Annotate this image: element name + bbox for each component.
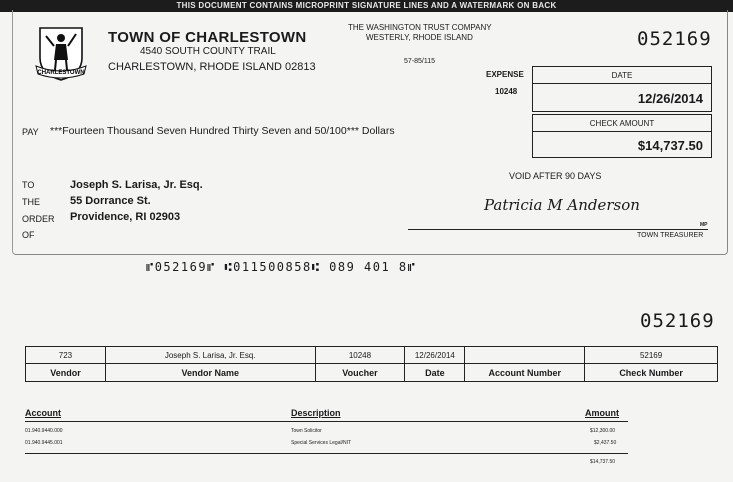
stub-header-row: [26, 364, 718, 382]
date-value: 12/26/2014: [637, 91, 703, 106]
account-number-header: Account Number: [465, 364, 585, 382]
check-number-header: Check Number: [585, 364, 718, 382]
signature-line: [408, 229, 708, 230]
row1-account: 01.940.9440.000: [25, 428, 63, 434]
date-header: Date: [405, 364, 465, 382]
security-banner: THIS DOCUMENT CONTAINS MICROPRINT SIGNATURE LINES AND A WATERMARK ON BACK: [0, 0, 733, 12]
signature: Patricia M Anderson: [484, 196, 640, 214]
order-label: ORDER: [22, 214, 55, 224]
micr-line: ⑈052169⑈ ⑆011500858⑆ 089 401 8⑈: [146, 260, 417, 274]
stub-check-number: 052169: [640, 310, 715, 332]
microprint-mark: MP: [700, 222, 708, 228]
vendor-name-cell: Joseph S. Larisa, Jr. Esq.: [105, 347, 315, 364]
amount-label: CHECK AMOUNT: [589, 119, 655, 128]
routing-fraction: 57-85/115: [404, 58, 436, 65]
bank-name: THE WASHINGTON TRUST COMPANY: [348, 23, 492, 32]
check-number-cell: 52169: [585, 347, 718, 364]
vendor-id-cell: 723: [26, 347, 106, 364]
seal-text: CHARLESTOWN: [37, 70, 85, 76]
the-label: THE: [22, 197, 40, 207]
check-number: 052169: [637, 28, 712, 50]
void-notice: VOID AFTER 90 DAYS: [509, 171, 602, 181]
distribution-total: $14,737.50: [590, 459, 616, 465]
payer-address-line1: 4540 SOUTH COUNTY TRAIL: [140, 46, 276, 57]
payee-street: 55 Dorrance St.: [70, 195, 151, 207]
row2-description: Special Services Legal/NIT: [291, 440, 352, 446]
payer-address-line2: CHARLESTOWN, RHODE ISLAND 02813: [108, 61, 316, 73]
row1-amount: $12,300.00: [590, 428, 616, 434]
amount-box: [532, 114, 712, 158]
row1-description: Town Solicitor: [291, 428, 322, 434]
account-column-header: Account: [25, 408, 61, 418]
bank-location: WESTERLY, RHODE ISLAND: [366, 33, 473, 42]
expense-label: EXPENSE: [486, 70, 524, 79]
voucher-header: Voucher: [315, 364, 405, 382]
account-number-cell: [465, 347, 585, 364]
distribution-total-rule: [25, 453, 628, 454]
payee-name: Joseph S. Larisa, Jr. Esq.: [70, 179, 203, 191]
expense-value: 10248: [495, 87, 518, 96]
row2-account: 01.940.9445.001: [25, 440, 63, 446]
distribution-header-rule: [25, 421, 628, 422]
date-cell: 12/26/2014: [405, 347, 465, 364]
vendor-header: Vendor: [26, 364, 106, 382]
signer-title: TOWN TREASURER: [637, 232, 704, 239]
stub-table: [25, 346, 718, 382]
to-label: TO: [22, 180, 35, 190]
amount-value: $14,737.50: [637, 138, 703, 153]
town-seal-logo: [34, 24, 88, 82]
date-box-divider: [533, 83, 711, 84]
row2-amount: $2,437.50: [594, 440, 617, 446]
of-label: OF: [22, 230, 35, 240]
stub-values-row: [26, 347, 718, 364]
voucher-cell: 10248: [315, 347, 405, 364]
payee-city: Providence, RI 02903: [70, 211, 181, 223]
date-label: DATE: [611, 71, 633, 80]
date-box: [532, 66, 712, 112]
amount-column-header: Amount: [585, 408, 619, 418]
description-column-header: Description: [291, 408, 341, 418]
vendor-name-header: Vendor Name: [105, 364, 315, 382]
pay-label: PAY: [22, 127, 39, 137]
payer-name: TOWN OF CHARLESTOWN: [108, 29, 307, 46]
amount-in-words: ***Fourteen Thousand Seven Hundred Thirty Seven and 50/100*** Dollars: [50, 125, 395, 137]
amount-box-divider: [533, 131, 711, 132]
